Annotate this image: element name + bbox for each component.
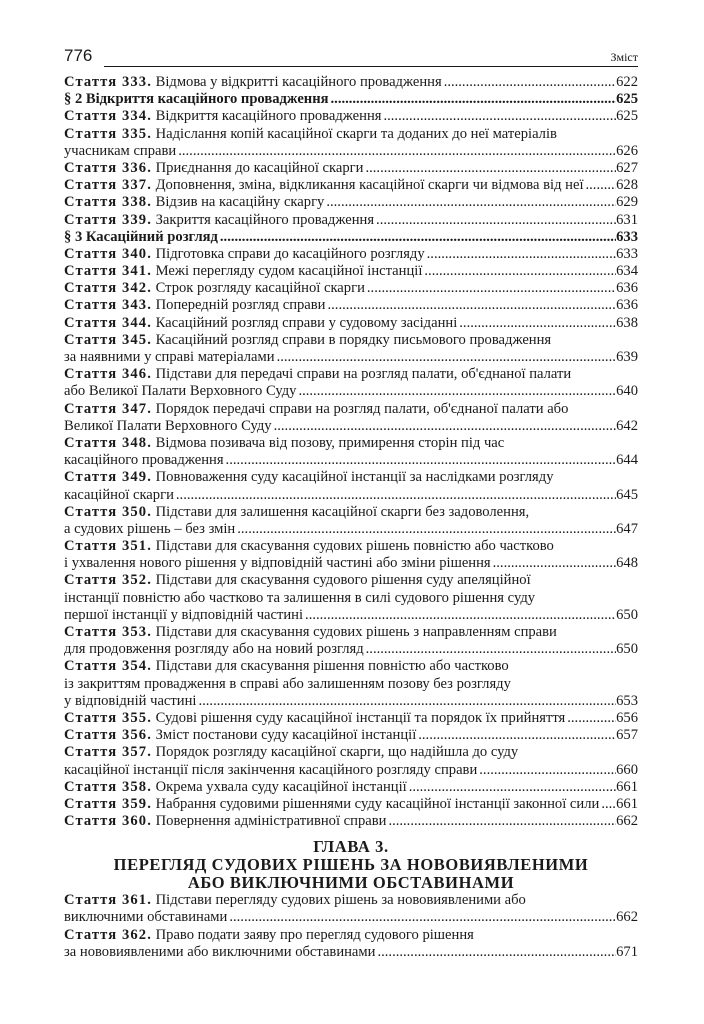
toc-entry: [64, 435, 638, 469]
toc-line-text: [64, 401, 568, 418]
entry-title: Порядок розгляду касаційної скарги, що надійшла до суду: [151, 744, 519, 761]
article-number: Стаття 359.: [64, 795, 152, 812]
toc-line-text: [64, 452, 224, 469]
entry-title: касаційного провадження: [64, 452, 224, 469]
entry-title: Порядок передачі справи на розгляд палати, об'єднаної палати або: [151, 400, 569, 417]
toc-line: [64, 658, 638, 675]
toc-list-chapter-3: [64, 892, 638, 961]
article-number: Стаття 340.: [64, 245, 152, 262]
entry-title: Приєднання до касаційної скарги: [151, 159, 364, 176]
entry-title: Підстави для скасування судових рішень з направленням справи: [151, 624, 557, 640]
entry-title: Підстави перегляду судових рішень за нововиявленими або: [151, 892, 526, 909]
article-number: Стаття 354.: [64, 658, 152, 675]
page-reference: 628: [616, 177, 638, 194]
toc-line: [64, 927, 638, 944]
dot-leader: [272, 418, 617, 435]
entry-title: Відмова позивача від позову, примирення сторін під час: [151, 434, 505, 451]
toc-line-text: [64, 624, 557, 641]
toc-entry: [64, 779, 638, 796]
toc-line-text: [64, 280, 365, 297]
dot-leader: [227, 909, 616, 926]
page-reference: 634: [616, 263, 638, 280]
toc-line-text: [64, 727, 416, 744]
entry-title: Підстави для скасування рішення повністю або частково: [151, 658, 509, 675]
chapter-title-line-1: ПЕРЕГЛЯД СУДОВИХ РІШЕНЬ ЗА НОВОВИЯВЛЕНИМИ: [113, 855, 589, 875]
entry-title: Підготовка справи до касаційного розгляду: [151, 245, 425, 262]
entry-title: Повноваження суду касаційної інстанції за наслідками розгляду: [151, 469, 554, 486]
toc-line: [64, 624, 638, 641]
toc-line-text: [64, 693, 196, 710]
toc-line: [64, 944, 638, 961]
toc-line: [64, 909, 638, 926]
toc-line: [64, 177, 638, 194]
page-reference: 650: [616, 641, 638, 658]
toc-line: [64, 693, 638, 710]
dot-leader: [218, 229, 616, 246]
toc-line-text: [64, 813, 386, 830]
entry-title: або Великої Палати Верховного Суду: [64, 383, 297, 400]
dot-leader: [565, 710, 616, 727]
toc-line: [64, 892, 638, 909]
page-reference: 633: [616, 228, 638, 245]
entry-title: Окрема ухвала суду касаційної інстанції: [151, 778, 407, 795]
page-reference: 662: [616, 909, 638, 926]
toc-line-text: [64, 366, 571, 383]
dot-leader: [584, 177, 617, 194]
page-reference: 642: [616, 417, 638, 434]
page-reference: 653: [616, 692, 638, 709]
page-reference: 661: [616, 778, 638, 795]
dot-leader: [224, 452, 617, 469]
page-reference: 656: [616, 709, 638, 726]
toc-line: [64, 194, 638, 211]
toc-entry: [64, 246, 638, 263]
dot-leader: [386, 813, 616, 830]
page-number: 776: [64, 46, 93, 65]
toc-line: [64, 229, 638, 246]
toc-line: [64, 504, 638, 521]
entry-title: Зміст постанови суду касаційної інстанції: [151, 727, 417, 744]
article-number: Стаття 351.: [64, 538, 152, 555]
article-number: Стаття 357.: [64, 744, 152, 761]
toc-line-text: [64, 892, 526, 909]
toc-line-text: [64, 521, 235, 538]
toc-entry: [64, 194, 638, 211]
article-number: Стаття 350.: [64, 503, 152, 520]
dot-leader: [422, 263, 616, 280]
article-number: Стаття 343.: [64, 297, 152, 314]
dot-leader: [176, 143, 616, 160]
entry-title: касаційної скарги: [64, 486, 174, 503]
toc-line-text: [64, 160, 363, 177]
dot-leader: [425, 246, 616, 263]
toc-line: [64, 572, 638, 589]
toc-line: [64, 401, 638, 418]
entry-title: Межі перегляду судом касаційної інстанції: [151, 263, 423, 280]
toc-line-text: [64, 762, 477, 779]
dot-leader: [407, 779, 616, 796]
toc-entry: [64, 927, 638, 961]
toc-line: [64, 315, 638, 332]
page-reference: 627: [616, 159, 638, 176]
dot-leader: [329, 91, 617, 108]
entry-title: касаційної інстанції після закінчення касаційного розгляду справи: [64, 761, 478, 778]
page-reference: 661: [616, 795, 638, 812]
toc-entry: [64, 538, 638, 572]
page-reference: 657: [616, 727, 638, 744]
entry-title: Підстави для скасування судового рішення суду апеляційної: [151, 572, 531, 589]
page-reference: 622: [616, 74, 638, 90]
toc-line: [64, 435, 638, 452]
page-reference: 633: [616, 245, 638, 262]
entry-title: § 3 Касаційний розгляд: [64, 228, 218, 245]
toc-line-text: [64, 676, 511, 693]
toc-line: [64, 74, 638, 91]
entry-title: Підстави для скасування судових рішень повністю або частково: [151, 538, 554, 555]
toc-list: [64, 74, 638, 830]
page-reference: 631: [616, 211, 638, 228]
article-number: Стаття 362.: [64, 926, 152, 943]
entry-title: Повернення адміністративної справи: [151, 813, 387, 830]
toc-line: [64, 332, 638, 349]
toc-entry: [64, 177, 638, 194]
dot-leader: [477, 762, 616, 779]
article-number: Стаття 344.: [64, 314, 152, 331]
dot-leader: [491, 555, 616, 572]
toc-section: [64, 91, 638, 108]
page-reference: 645: [616, 486, 638, 503]
toc-entry: [64, 892, 638, 926]
dot-leader: [324, 194, 616, 211]
toc-line-text: [64, 710, 565, 727]
dot-leader: [174, 487, 616, 504]
toc-line: [64, 469, 638, 486]
toc-line-text: [64, 332, 551, 349]
entry-title: Підстави для передачі справи на розгляд палати, об'єднаної палати: [151, 366, 572, 383]
page-reference: 625: [616, 108, 638, 125]
toc-entry: [64, 160, 638, 177]
article-number: Стаття 338.: [64, 194, 152, 211]
toc-line-text: [64, 435, 504, 452]
toc-line: [64, 452, 638, 469]
toc-line: [64, 779, 638, 796]
entry-title: Закриття касаційного провадження: [151, 211, 375, 228]
toc-line: [64, 91, 638, 108]
entry-title: Судові рішення суду касаційної інстанції та порядок їх прийняття: [151, 709, 566, 726]
running-section-title: Зміст: [610, 50, 638, 64]
toc-line: [64, 212, 638, 229]
toc-entry: [64, 263, 638, 280]
entry-title: у відповідній частині: [64, 692, 197, 709]
entry-title: першої інстанції у відповідній частині: [64, 606, 304, 623]
page-reference: 644: [616, 452, 638, 469]
dot-leader: [416, 727, 616, 744]
toc-line: [64, 246, 638, 263]
entry-title: § 2 Відкриття касаційного провадження: [64, 91, 329, 108]
toc-line: [64, 160, 638, 177]
toc-entry: [64, 332, 638, 366]
page-reference: 638: [616, 314, 638, 331]
toc-entry: [64, 401, 638, 435]
page-reference: 636: [616, 280, 638, 297]
entry-title: виключними обставинами: [64, 909, 228, 926]
page-reference: 662: [616, 813, 638, 830]
page-reference: 636: [616, 297, 638, 314]
toc-line: [64, 143, 638, 160]
page-header: [64, 46, 638, 68]
toc-line: [64, 710, 638, 727]
page-reference: 625: [616, 91, 638, 108]
toc-line: [64, 418, 638, 435]
toc-section: [64, 229, 638, 246]
toc-line-text: [64, 487, 174, 504]
toc-line-text: [64, 927, 474, 944]
article-number: Стаття 358.: [64, 778, 152, 795]
toc-line-text: [64, 383, 296, 400]
article-number: Стаття 337.: [64, 177, 152, 194]
toc-line-text: [64, 572, 531, 589]
dot-leader: [326, 297, 617, 314]
entry-title: Право подати заяву про перегляд судового рішення: [151, 926, 474, 943]
article-number: Стаття 352.: [64, 572, 152, 589]
toc-line-text: [64, 796, 599, 813]
toc-line: [64, 280, 638, 297]
toc-line-text: [64, 909, 227, 926]
toc-entry: [64, 624, 638, 658]
article-number: Стаття 349.: [64, 469, 152, 486]
toc-line-text: [64, 504, 529, 521]
article-number: Стаття 346.: [64, 366, 152, 383]
toc-line-text: [64, 91, 329, 108]
dot-leader: [296, 383, 616, 400]
entry-title: Підстави для залишення касаційної скарги без задоволення,: [151, 503, 530, 520]
entry-title: Касаційний розгляд справи в порядку письмового провадження: [151, 331, 552, 348]
toc-line-text: [64, 297, 326, 314]
entry-title: за наявними у справі матеріалами: [64, 349, 275, 365]
article-number: Стаття 360.: [64, 813, 152, 830]
dot-leader: [303, 607, 616, 624]
toc-entry: [64, 315, 638, 332]
dot-leader: [374, 212, 616, 229]
toc-line: [64, 263, 638, 280]
page-reference: 647: [616, 520, 638, 537]
page-reference: 648: [616, 555, 638, 572]
toc-entry: [64, 504, 638, 538]
toc-entry: [64, 469, 638, 503]
entry-title: а судових рішень – без змін: [64, 520, 236, 537]
page-reference: 650: [616, 606, 638, 623]
article-number: Стаття 333.: [64, 74, 152, 90]
dot-leader: [442, 74, 616, 91]
toc-line-text: [64, 349, 275, 366]
article-number: Стаття 361.: [64, 892, 152, 909]
toc-line-text: [64, 212, 374, 229]
toc-entry: [64, 280, 638, 297]
entry-title: і ухвалення нового рішення у відповідній частині або зміни рішення: [64, 555, 491, 572]
toc-entry: [64, 727, 638, 744]
dot-leader: [275, 349, 617, 366]
dot-leader: [375, 944, 616, 961]
dot-leader: [235, 521, 616, 538]
toc-line-text: [64, 538, 554, 555]
article-number: Стаття 334.: [64, 108, 152, 125]
entry-title: Попередній розгляд справи: [151, 297, 326, 314]
toc-entry: [64, 297, 638, 314]
dot-leader: [599, 796, 616, 813]
dot-leader: [364, 641, 616, 658]
toc-line: [64, 762, 638, 779]
chapter-title-line-2: АБО ВИКЛЮЧНИМИ ОБСТАВИНАМИ: [187, 873, 515, 893]
article-number: Стаття 347.: [64, 400, 152, 417]
toc-line: [64, 796, 638, 813]
toc-line-text: [64, 607, 303, 624]
toc-line-text: [64, 418, 272, 435]
toc-line: [64, 349, 638, 366]
toc-line-text: [64, 246, 425, 263]
entry-title: за нововиявленими або виключними обставинами: [64, 943, 376, 960]
toc-entry: [64, 74, 638, 91]
toc-line: [64, 590, 638, 607]
toc-entry: [64, 212, 638, 229]
toc-line-text: [64, 555, 491, 572]
toc-line: [64, 521, 638, 538]
article-number: Стаття 342.: [64, 280, 152, 297]
article-number: Стаття 356.: [64, 727, 152, 744]
toc-line: [64, 366, 638, 383]
entry-title: для продовження розгляду або на новий розгляд: [64, 641, 364, 658]
toc-line-text: [64, 744, 518, 761]
article-number: Стаття 336.: [64, 159, 152, 176]
dot-leader: [365, 280, 616, 297]
page-reference: 640: [616, 383, 638, 400]
article-number: Стаття 355.: [64, 709, 152, 726]
toc-line-text: [64, 469, 554, 486]
entry-title: Строк розгляду касаційної скарги: [151, 280, 365, 297]
entry-title: Відкриття касаційного провадження: [151, 108, 382, 125]
entry-title: учасникам справи: [64, 142, 177, 159]
toc-line: [64, 487, 638, 504]
toc-line-text: [64, 108, 381, 125]
dot-leader: [381, 108, 616, 125]
entry-title: Доповнення, зміна, відкликання касаційної скарги чи відмова від неї: [151, 177, 584, 194]
chapter-heading: ГЛАВА 3.: [313, 837, 389, 857]
toc-line-text: [64, 74, 442, 91]
toc-line: [64, 538, 638, 555]
toc-entry: [64, 658, 638, 710]
toc-line: [64, 676, 638, 693]
article-number: Стаття 353.: [64, 624, 152, 640]
toc-line: [64, 813, 638, 830]
toc-line-text: [64, 641, 364, 658]
toc-line-text: [64, 177, 584, 194]
dot-leader: [363, 160, 616, 177]
toc-entry: [64, 813, 638, 830]
toc-line-text: [64, 658, 509, 675]
toc-line-text: [64, 194, 324, 211]
dot-leader: [457, 315, 616, 332]
toc-line: [64, 126, 638, 143]
toc-entry: [64, 366, 638, 400]
article-number: Стаття 345.: [64, 331, 152, 348]
toc-line-text: [64, 315, 457, 332]
toc-line: [64, 297, 638, 314]
toc-entry: [64, 710, 638, 727]
article-number: Стаття 341.: [64, 263, 152, 280]
toc-line: [64, 383, 638, 400]
toc-line: [64, 727, 638, 744]
page-reference: 629: [616, 194, 638, 211]
entry-title: Відмова у відкритті касаційного провадження: [151, 74, 442, 90]
toc-line-text: [64, 779, 407, 796]
toc-line-text: [64, 944, 375, 961]
toc-entry: [64, 744, 638, 778]
entry-title: Великої Палати Верховного Суду: [64, 417, 272, 434]
toc-entry: [64, 126, 638, 160]
dot-leader: [196, 693, 616, 710]
toc-line-text: [64, 143, 176, 160]
toc-line: [64, 744, 638, 761]
toc-entry: [64, 796, 638, 813]
toc-line-text: [64, 126, 557, 143]
toc-line: [64, 641, 638, 658]
entry-title: із закриттям провадження в справі або залишенням позову без розгляду: [64, 675, 511, 692]
header-rule: [104, 66, 638, 67]
article-number: Стаття 335.: [64, 125, 152, 142]
entry-title: Касаційний розгляд справи у судовому засіданні: [151, 314, 458, 331]
article-number: Стаття 339.: [64, 211, 152, 228]
toc-line-text: [64, 229, 218, 246]
article-number: Стаття 348.: [64, 434, 152, 451]
page-reference: 639: [616, 349, 638, 365]
entry-title: Надіслання копій касаційної скарги та доданих до неї матеріалів: [151, 125, 557, 142]
toc-line: [64, 108, 638, 125]
page-reference: 660: [616, 761, 638, 778]
toc-line-text: [64, 263, 422, 280]
entry-title: інстанції повністю або частково та залишення в силі судового рішення суду: [64, 589, 536, 606]
toc-line: [64, 555, 638, 572]
page-reference: 626: [616, 142, 638, 159]
toc-line: [64, 607, 638, 624]
toc-line-text: [64, 590, 535, 607]
entry-title: Відзив на касаційну скаргу: [151, 194, 325, 211]
table-of-contents: [64, 74, 638, 961]
entry-title: Набрання судовими рішеннями суду касаційної інстанції законної сили: [151, 795, 600, 812]
toc-entry: [64, 572, 638, 624]
page-reference: 671: [616, 943, 638, 960]
toc-entry: [64, 108, 638, 125]
